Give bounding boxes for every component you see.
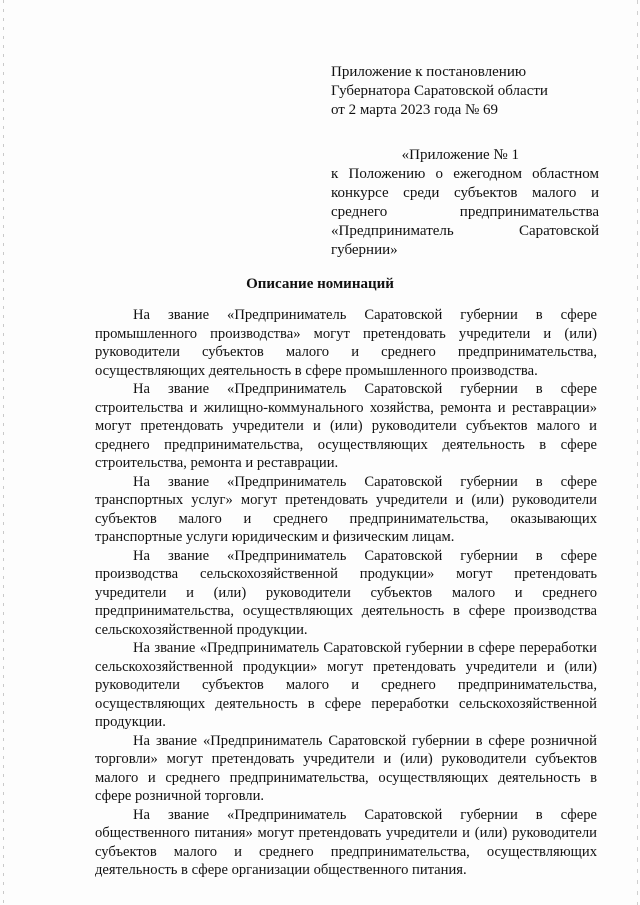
- scan-edge-right: [637, 0, 638, 905]
- appendix-text: к Положению о ежегодном областном конкурсе среди субъектов малого и среднего предпринимательства «Предприниматель Саратовской губернии»: [331, 166, 599, 258]
- approval-block: [331, 63, 601, 120]
- document-body: [95, 306, 597, 880]
- approval-line-2: Губернатора Саратовской области: [331, 83, 548, 99]
- document-title: Описание номинаций: [246, 276, 394, 292]
- nomination-paragraph: На звание «Предприниматель Саратовской губернии в сфере розничной торговли» могут претендовать учредители и (или) руководители субъектов малого и среднего предпринимательства, осуществляющих деятельность в сфере розничной торговли.: [95, 732, 597, 804]
- approval-line-3: от 2 марта 2023 года № 69: [331, 102, 499, 118]
- scan-edge-left: [3, 0, 4, 905]
- nomination-paragraph: На звание «Предприниматель Саратовской губернии в сфере строительства и жилищно-коммунального хозяйства, ремонта и реставрации» могут претендовать учредители и (или) руководители субъектов малого и среднего предпринимательства, осуществляющих деятельность в сфере строительства, ремонта и реставрации.: [95, 381, 597, 471]
- nomination-paragraph: На звание «Предприниматель Саратовской губернии в сфере переработки сельскохозяйственной продукции» могут претендовать учредители и (или) руководители субъектов малого и среднего предпринимательства, осуществляющих деятельность в сфере переработки сельскохозяйственной продукции.: [95, 640, 597, 730]
- nomination-paragraph: На звание «Предприниматель Саратовской губернии в сфере производства сельскохозяйственной продукции» могут претендовать учредители и (или) руководители субъектов малого и среднего предпринимательства, осуществляющих деятельность в сфере производства сельскохозяйственной продукции.: [95, 547, 597, 638]
- appendix-block: [331, 146, 599, 260]
- nomination-paragraph: На звание «Предприниматель Саратовской губернии в сфере промышленного производства» могут претендовать учредители и (или) руководители субъектов малого и среднего предпринимательства, осуществляющих деятельность в сфере промышленного производства.: [95, 307, 597, 379]
- approval-line-1: Приложение к постановлению: [331, 64, 527, 80]
- nomination-paragraph: На звание «Предприниматель Саратовской губернии в сфере общественного питания» могут претендовать учредители и (или) руководители субъектов малого и среднего предпринимательства, осуществляющих деятельность в сфере организации общественного питания.: [95, 806, 597, 878]
- nomination-paragraph: На звание «Предприниматель Саратовской губернии в сфере транспортных услуг» могут претендовать учредители и (или) руководители субъектов малого и среднего предпринимательства, оказывающих транспортные услуги юридическим и физическим лицам.: [95, 473, 597, 545]
- appendix-number: «Приложение № 1: [401, 147, 519, 163]
